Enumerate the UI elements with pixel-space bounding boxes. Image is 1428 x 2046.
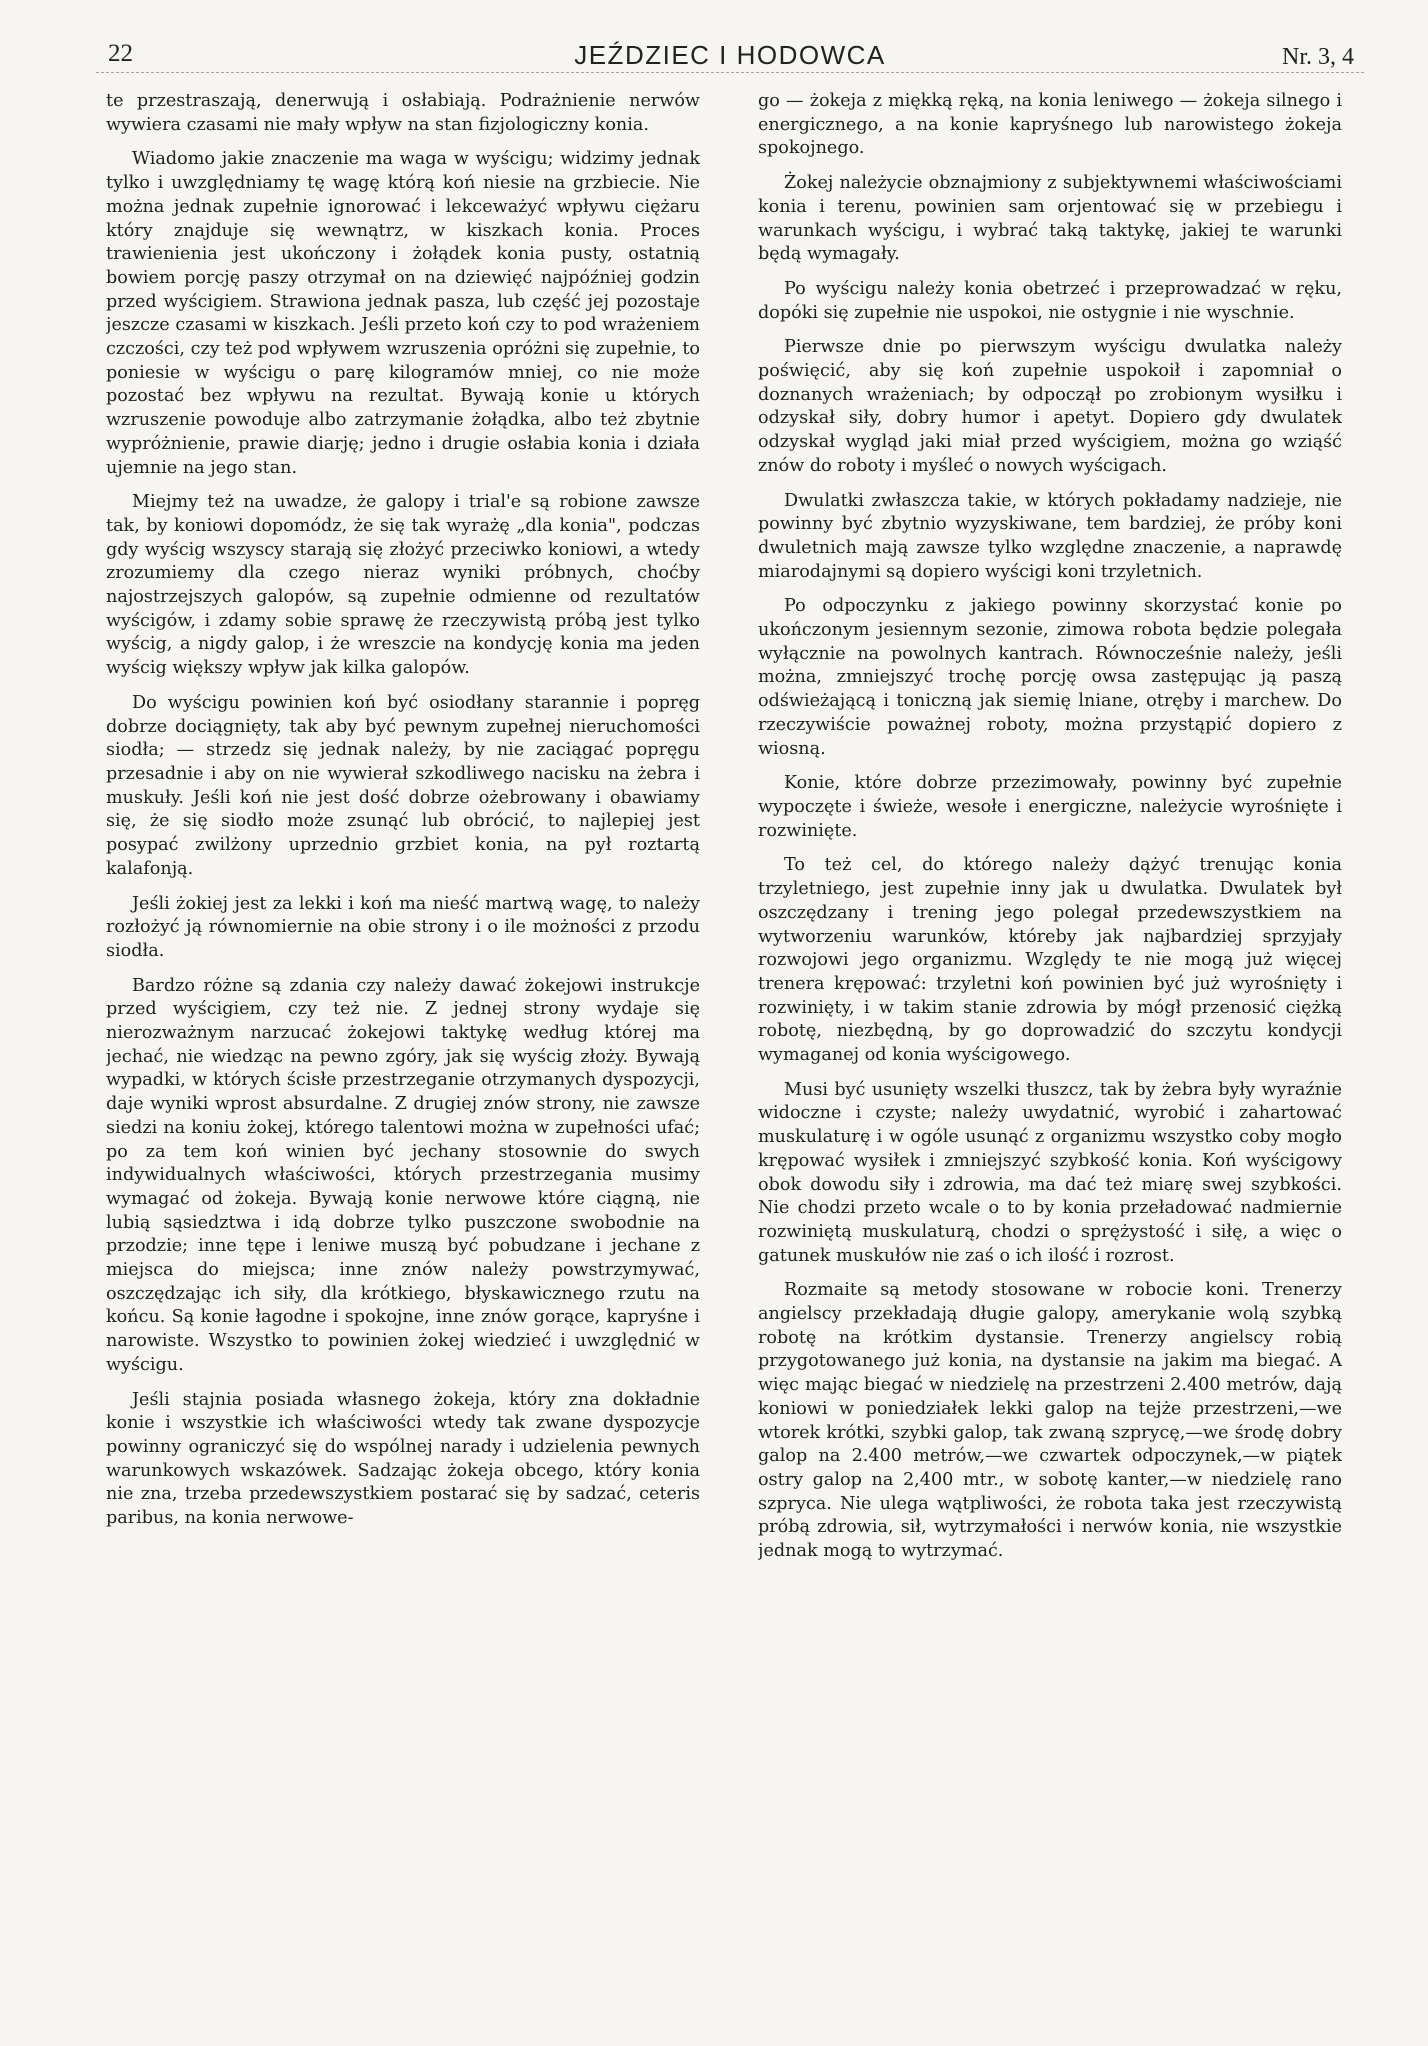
- journal-title: JEŹDZIEC I HODOWCA: [574, 40, 886, 70]
- paragraph: To też cel, do którego należy dążyć trenując konia trzyletniego, jest zupełnie inny jak u dwulatka. Dwulatek był oszczędzany i trening jego polegał przedewszystkiem na wytworzeniu warunków, któreby jak najbardziej sprzyjały rozwojowi jego organizmu. Względy te nie mogą już więcej trenera krępować: trzyletni koń powinien być już wyrośnięty i rozwinięty, i w takim stanie zdrowia by mógł przenosić ciężką robotę, niezbędną, by go doprowadzić do szczytu kondycji wymaganej od konia wyścigowego.: [758, 855, 1342, 1066]
- paragraph: Do wyścigu powinien koń być osiodłany starannie i popręg dobrze dociągnięty, tak aby być pewnym zupełnej nieruchomości siodła; — strzedz się jednak należy, by nie zaciągać popręgu przesadnie i aby on nie wywierał szkodliwego nacisku na żebra i muskuły. Jeśli koń nie jest dość dobrze ożebrowany i obawiamy się, że się siodło może zsunąć lub obrócić, to najlepiej jest posypać zwilżony uprzednio grzbiet konia, na pył roztartą kalafonją.: [106, 692, 700, 879]
- header-rule: [96, 72, 1364, 73]
- paragraph: Po wyścigu należy konia obetrzeć i przeprowadzać w ręku, dopóki się zupełnie nie uspokoi, nie ostygnie i nie wyschnie.: [758, 278, 1342, 323]
- page-number: 22: [108, 40, 133, 67]
- paragraph: Pierwsze dnie po pierwszym wyścigu dwulatka należy poświęcić, aby się koń zupełnie uspokoił i zapomniał o doznanych wrażeniach; by odpoczął po zrobionym wysiłku i odzyskał siły, dobry humor i apetyt. Dopiero gdy dwulatek odzyskał wygląd jaki miał przed wyścigiem, można go wziąść znów do roboty i myśleć o nowych wyścigach.: [758, 337, 1342, 476]
- paragraph: Po odpoczynku z jakiego powinny skorzystać konie po ukończonym jesiennym sezonie, zimowa robota będzie polegała wyłącznie na powolnych kantrach. Równocześnie należy, jeśli można, zmniejszyć trochę porcję owsa zastępując ją paszą odświeżającą i toniczną jak siemię lniane, otręby i marchew. Do rzeczywiście poważnej roboty, można przystąpić dopiero z wiosną.: [758, 596, 1342, 759]
- paragraph: Jeśli żokiej jest za lekki i koń ma nieść martwą wagę, to należy rozłożyć ją równomiernie na obie strony i o ile możności z przodu siodła.: [106, 893, 700, 961]
- paragraph: Konie, które dobrze przezimowały, powinny być zupełnie wypoczęte i świeże, wesołe i energiczne, należycie wyrośnięte i rozwinięte.: [758, 773, 1342, 841]
- issue-number: Nr. 3, 4: [1282, 44, 1354, 70]
- paragraph: Wiadomo jakie znaczenie ma waga w wyścigu; widzimy jednak tylko i uwzględniamy tę wagę którą koń niesie na grzbiecie. Nie można jednak zupełnie ignorować i lekceważyć wpływu ciężaru który znajduje się wewnątrz, w kiszkach konia. Proces trawienienia jest ukończony i żołądek konia pusty, ostatnią bowiem porcję paszy otrzymał on na dziewięć najpóźniej godzin przed wyścigiem. Strawiona jednak pasza, lub część jej pozostaje jeszcze czasami w kiszkach. Jeśli przeto koń czy to pod wrażeniem czczości, czy też pod wpływem wzruszenia opróżni się zupełnie, to poniesie w wyścigu o parę kilogramów mniej, co nie może pozostać bez wpływu na rezultat. Bywają konie u których wzruszenie powoduje albo zatrzymanie żołądka, albo też zbytnie wypróżnienie, prawie diarję; jedno i drugie osłabia konia i działa ujemnie na jego stan.: [106, 149, 700, 478]
- paragraph: Żokej należycie obznajmiony z subjektywnemi właściwościami konia i terenu, powinien sam orjentować się w przebiegu i warunkach wyścigu, i wybrać taką taktykę, jakiej te warunki będą wymagały.: [758, 173, 1342, 265]
- paragraph: Musi być usunięty wszelki tłuszcz, tak by żebra były wyraźnie widoczne i czyste; należy uwydatnić, wyrobić i zahartować muskulaturę i w ogóle usunąć z organizmu wszystko coby mogło krępować wysiłek i zmniejszyć szybkość konia. Koń wyścigowy obok dowodu siły i zdrowia, ma dać też miarę swej szybkości. Nie chodzi przeto wcale o to by konia przeładować nadmiernie rozwiniętą muskulaturą, chodzi o sprężystość i siłę, a więc o gatunek muskułów nie zaś o ich ilość i rozrost.: [758, 1079, 1342, 1266]
- paragraph: Jeśli stajnia posiada własnego żokeja, który zna dokładnie konie i wszystkie ich właściwości wtedy tak zwane dyspozycje powinny ograniczyć się do wspólnej narady i udzielenia pewnych warunkowych wskazówek. Sadzając żokeja obcego, który konia nie zna, trzeba przedewszystkiem postarać się by sadzać, ceteris paribus, na konia nerwowe-: [106, 1389, 700, 1529]
- paragraph: Miejmy też na uwadze, że galopy i trial'e są robione zawsze tak, by koniowi dopomódz, że się tak wyrażę „dla konia", podczas gdy wyścig wszyscy starają się złożyć przeciwko koniowi, a wtedy zrozumiemy dla czego nieraz wyniki próbnych, choćby najostrzejszych galopów, są zupełnie odmienne od rezultatów wyścigów, i zdamy sobie sprawę że rzeczywistą próbą jest tylko wyścig, a nigdy galop, i że wreszcie na kondycję konia ma jeden wyścig większy wpływ jak kilka galopów.: [106, 492, 700, 679]
- paragraph: go — żokeja z miękką ręką, na konia leniwego — żokeja silnego i energicznego, a na konie kapryśnego lub narowistego żokeja spokojnego.: [758, 91, 1342, 159]
- paragraph: Bardzo różne są zdania czy należy dawać żokejowi instrukcje przed wyścigiem, czy też nie. Z jednej strony wydaje się nierozważnym narzucać żokejowi taktykę według której ma jechać, nie wiedząc na pewno zgóry, jak się wyścig złoży. Bywają wypadki, w których ścisłe przestrzeganie otrzymanych dyspozycji, daje wyniki wprost absurdalne. Z drugiej znów strony, nie zawsze siedzi na koniu żokej, którego talentowi można w zupełności ufać; po za tem koń winien być jechany stosownie do swych indywidualnych właściwości, których przestrzegania musimy wymagać od żokeja. Bywają konie nerwowe które ciągną, nie lubią sąsiedztwa i idą dobrze tylko puszczone swobodnie na przodzie; inne tępe i leniwe muszą być pobudzane i jechane z miejsca do miejsca; inne znów należy powstrzymywać, oszczędzając ich siły, dla krótkiego, błyskawicznego rzutu na końcu. Są konie łagodne i spokojne, inne znów gorące, kapryśne i narowiste. Wszystko to powinien żokej wiedzieć i uwzględnić w wyścigu.: [106, 975, 700, 1375]
- paragraph: Dwulatki zwłaszcza takie, w których pokładamy nadzieje, nie powinny być zbytnio wyzyskiwane, tem bardziej, że próby koni dwuletnich mają zawsze tylko względne znaczenie, a naprawdę miarodajnymi są dopiero wyścigi koni trzyletnich.: [758, 490, 1342, 582]
- paragraph: te przestraszają, denerwują i osłabiają. Podrażnienie nerwów wywiera czasami nie mały wpływ na stan fizjologiczny konia.: [106, 91, 700, 135]
- right-column: [758, 90, 1342, 2030]
- left-column: [106, 90, 700, 2030]
- page-header: [96, 34, 1364, 80]
- paragraph: Rozmaite są metody stosowane w robocie koni. Trenerzy angielscy przekładają długie galopy, amerykanie wolą szybką robotę na krótkim dystansie. Trenerzy angielscy robią przygotowanego już konia, na dystansie na jakim ma biegać. A więc mając biegać w niedzielę na przestrzeni 2.400 metrów, dają koniowi w poniedziałek lekki galop na tejże przestrzeni,—we wtorek krótki, szybki galop, tak zwaną szprycę,—we środę dobry galop na 2.400 metrów,—we czwartek odpoczynek,—w piątek ostry galop na 2,400 mtr., w sobotę kanter,—w niedzielę rano szpryca. Nie ulega wątpliwości, że robota taka jest rzeczywistą próbą zdrowia, sił, wytrzymałości i nerwów konia, nie wszystkie jednak mogą to wytrzymać.: [758, 1280, 1342, 1562]
